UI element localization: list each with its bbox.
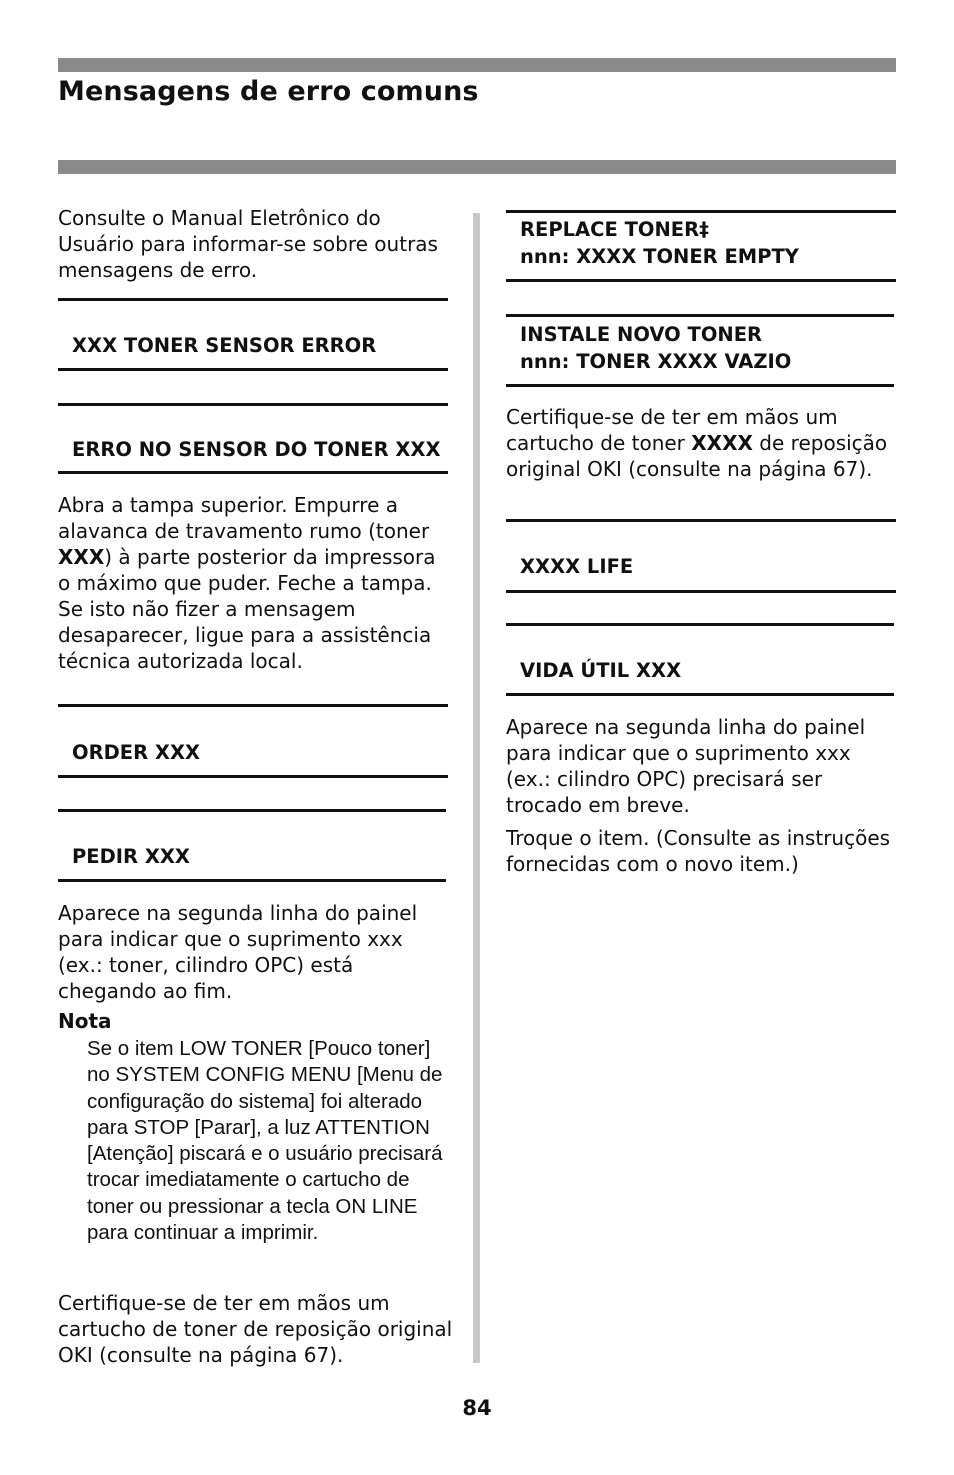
text-run: Abra a tampa superior. Empurre a alavanca de travamento rumo (toner (58, 493, 430, 543)
message-text: XXX TONER SENSOR ERROR (72, 334, 377, 357)
text-run: de reposição original OKI (consulte na página 67). (506, 431, 888, 481)
message-box-instale-novo-toner (506, 314, 894, 387)
text-run: Certifique-se de ter em mãos um cartucho de toner (506, 405, 838, 455)
intro-paragraph: Consulte o Manual Eletrônico do Usuário para informar-se sobre outras mensagens de erro. (58, 206, 438, 282)
text-run: ) à parte posterior da impressora o máximo que puder. Feche a tampa. Se isto não fizer a mensagem desaparecer, ligue para a assistência técnica autorizada local. (58, 545, 436, 673)
message-text: ORDER XXX (72, 741, 201, 764)
message-box-order (58, 704, 448, 778)
note-text: Se o item LOW TONER [Pouco toner] no SYSTEM CONFIG MENU [Menu de configuração do sistema] foi alterado para STOP [Parar], a luz ATTENTION [Atenção] piscará e o usuário precisará trocar imediatamente o cartucho de toner ou pressionar a tecla ON LINE para continuar a imprimir. (87, 1037, 443, 1245)
message-text: VIDA ÚTIL XXX (520, 659, 682, 682)
message-text: REPLACE TONER‡ nnn: XXXX TONER EMPTY (520, 218, 799, 268)
message-text: ERRO NO SENSOR DO TONER XXX (72, 438, 441, 461)
message-text: XXXX LIFE (520, 555, 634, 578)
message-box-vida-util (506, 623, 894, 696)
message-box-replace-toner (506, 210, 896, 282)
message-box-erro-sensor-toner (58, 403, 448, 474)
message-text: INSTALE NOVO TONER nnn: TONER XXXX VAZIO (520, 323, 792, 373)
column-divider (473, 213, 480, 1363)
message-box-pedir (58, 809, 446, 882)
header-rule-top (58, 58, 896, 72)
replace-toner-paragraph (506, 404, 898, 482)
message-text: PEDIR XXX (72, 845, 190, 868)
sensor-error-paragraph (58, 492, 450, 674)
note-heading: Nota (58, 1009, 112, 1033)
page-number: 84 (462, 1396, 492, 1420)
life-paragraph: Aparece na segunda linha do painel para indicar que o suprimento xxx (ex.: cilindro OPC) precisará ser trocado em breve. (506, 715, 866, 817)
order-paragraph: Aparece na segunda linha do painel para indicar que o suprimento xxx (ex.: toner, cilindro OPC) está chegando ao fim. (58, 901, 418, 1003)
bold-code: XXXX (691, 431, 753, 455)
bold-code: XXX (58, 545, 105, 569)
page-title: Mensagens de erro comuns (58, 76, 479, 107)
message-box-life (506, 519, 896, 593)
message-box-toner-sensor-error (58, 298, 448, 371)
order-replacement-paragraph: Certifique-se de ter em mãos um cartucho de toner de reposição original OKI (consulte na página 67). (58, 1291, 453, 1367)
header-rule-bottom (58, 160, 896, 174)
life-instruction-paragraph: Troque o item. (Consulte as instruções fornecidas com o novo item.) (506, 826, 891, 876)
